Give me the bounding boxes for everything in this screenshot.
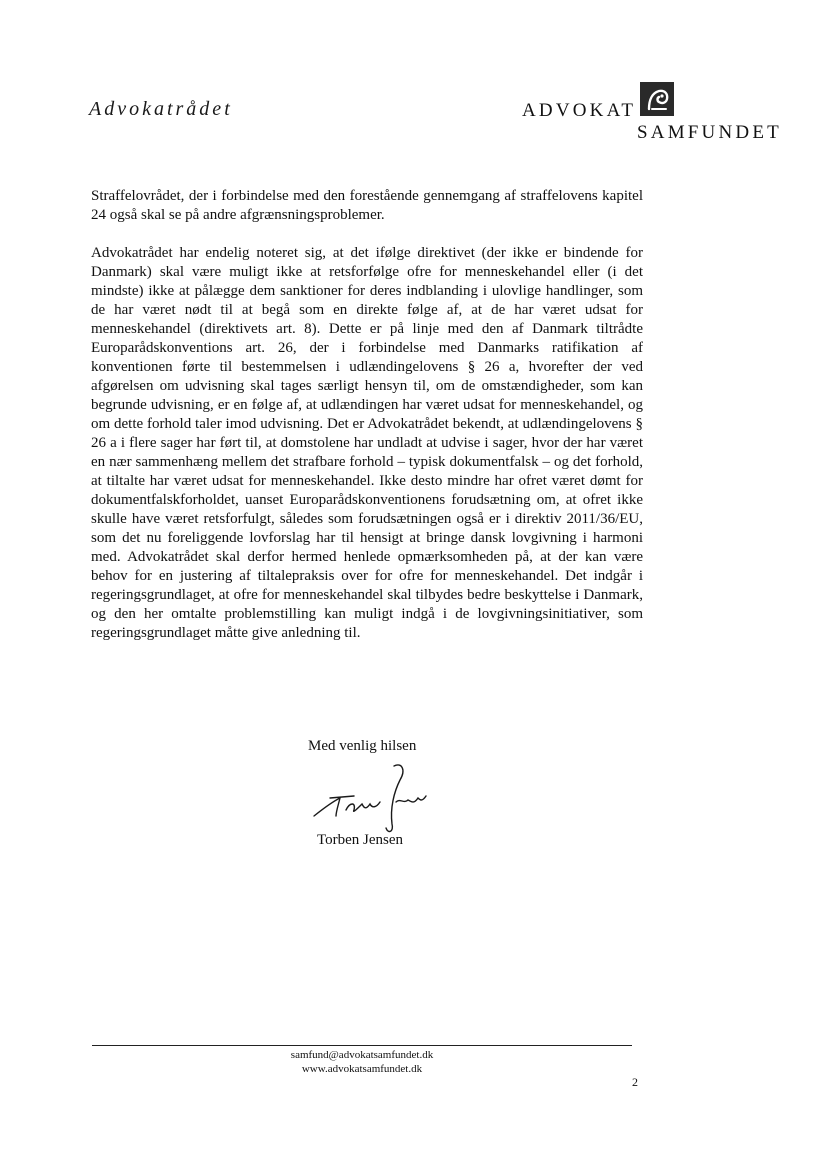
footer-email-link[interactable]: samfund@advokatsamfundet.dk: [290, 1049, 434, 1061]
signer-name: Torben Jensen: [317, 832, 404, 848]
body-paragraph-1: Straffelovrådet, der i forbindelse med den forestående gennemgang af straffelovens kapitel 24 også skal se på andre afgrænsningsproblemer.: [91, 188, 643, 223]
advokatsamfundet-logo: [522, 82, 782, 144]
logo-text-bottom: SAMFUNDET: [637, 122, 782, 143]
body-paragraph-2: Advokatrådet har endelig noteret sig, at det ifølge direktivet (der ikke er bindende for Danmark) skal være muligt ikke at retsforfølge ofre for menneskehandel eller (i det mindste) ikke at pålægge dem sanktioner for deres indblanding i ulovlige handlinger, som de har været nødt til at begå som en direkte følge af, at de har været udsat for menneskehandel (direktivets art. 8). Dette er på linje med den af Danmark tiltrådte Europarådskonventions art. 26, der i forbindelse med Danmarks ratifikation af konventionen førte til bestemmelsen i udlændingelovens § 26 a, hvorefter der ved afgørelsen om udvisning skal tages særligt hensyn til, om de omstændigheder, som kan begrunde udvisning, er en følge af, at udlændingen har været udsat for menneskehandel, og om dette forhold taler imod udvisning. Det er Advokatrådet bekendt, at udlændingelovens § 26 a i flere sager har ført til, at domstolene har undladt at udvise i sager, hvor der har været en nær sammenhæng mellem det strafbare forhold – typisk dokumentfalsk – og det forhold, at tiltalte har været udsat for menneskehandel. Ikke desto mindre har ofret været dømt for dokumentfalskforholdet, uanset Europarådskonventionens forudsætning om, at ofret ikke skulle have været retsforfulgt, således som forudsætningen også er i direktiv 2011/36/EU, som det nu foreliggende lovforslag har til hensigt at bringe dansk lovgivning i harmoni med. Advokatrådet skal derfor hermed henlede opmærksomheden på, at der kan være behov for en justering af tiltalepraksis over for ofre for menneskehandel. Det indgår i regeringsgrundlaget, at ofre for menneskehandel skal tilbydes bedre beskyttelse i Danmark, og den her omtalte problemstilling kan muligt indgå i de lovgivningsinitiativer, som regeringsgrundlaget måtte give anledning til.: [91, 245, 643, 641]
footer-divider: [92, 1045, 632, 1046]
page-number: 2: [632, 1075, 638, 1089]
letter-body: [91, 187, 643, 662]
footer-contact: [92, 1048, 632, 1076]
logo-emblem-icon: [640, 82, 674, 116]
logo-text-top: ADVOKAT: [522, 100, 637, 121]
header-title: Advokatrådet: [89, 98, 233, 120]
handwritten-signature: [310, 758, 430, 838]
footer-website-link[interactable]: www.advokatsamfundet.dk: [301, 1063, 423, 1075]
closing-salutation: Med venlig hilsen: [308, 738, 417, 754]
